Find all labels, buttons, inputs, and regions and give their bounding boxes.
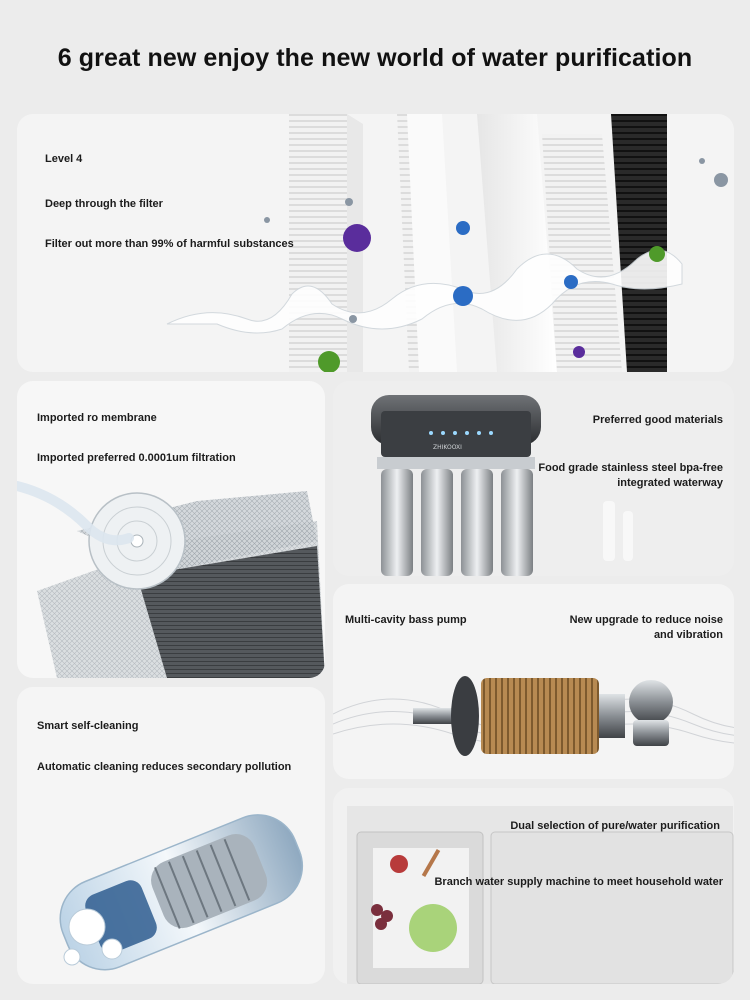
self-cleaning-subtitle: Automatic cleaning reduces secondary pollution	[37, 761, 292, 773]
filter-removal-text: Filter out more than 99% of harmful substances	[45, 238, 294, 250]
device-brand-label: ZHIKOOXI	[433, 444, 462, 451]
ro-membrane-card	[17, 381, 325, 678]
pump-upgrade-line2: and vibration	[653, 629, 723, 641]
self-cleaning-title: Smart self-cleaning	[37, 720, 139, 732]
pump-upgrade-line1: New upgrade to reduce noise	[569, 614, 723, 626]
filter-layers-card	[17, 114, 734, 372]
materials-card	[333, 381, 734, 576]
ro-membrane-subtitle: Imported preferred 0.0001um filtration	[37, 452, 236, 464]
materials-title: Preferred good materials	[592, 414, 723, 426]
filter-depth-text: Deep through the filter	[45, 198, 163, 210]
ro-membrane-title: Imported ro membrane	[37, 412, 157, 424]
sink-branch-supply: Branch water supply machine to meet household water	[434, 876, 723, 888]
sink-dual-selection: Dual selection of pure/water purification	[510, 820, 720, 832]
materials-line1: Food grade stainless steel bpa-free	[538, 462, 723, 474]
filter-level-label: Level 4	[45, 153, 83, 165]
sink-card	[333, 788, 734, 984]
materials-line2: integrated waterway	[617, 477, 723, 489]
pump-card	[333, 584, 734, 779]
pump-title: Multi-cavity bass pump	[345, 614, 467, 626]
self-cleaning-card	[17, 687, 325, 984]
page-title: 6 great new enjoy the new world of water purification	[57, 44, 693, 72]
